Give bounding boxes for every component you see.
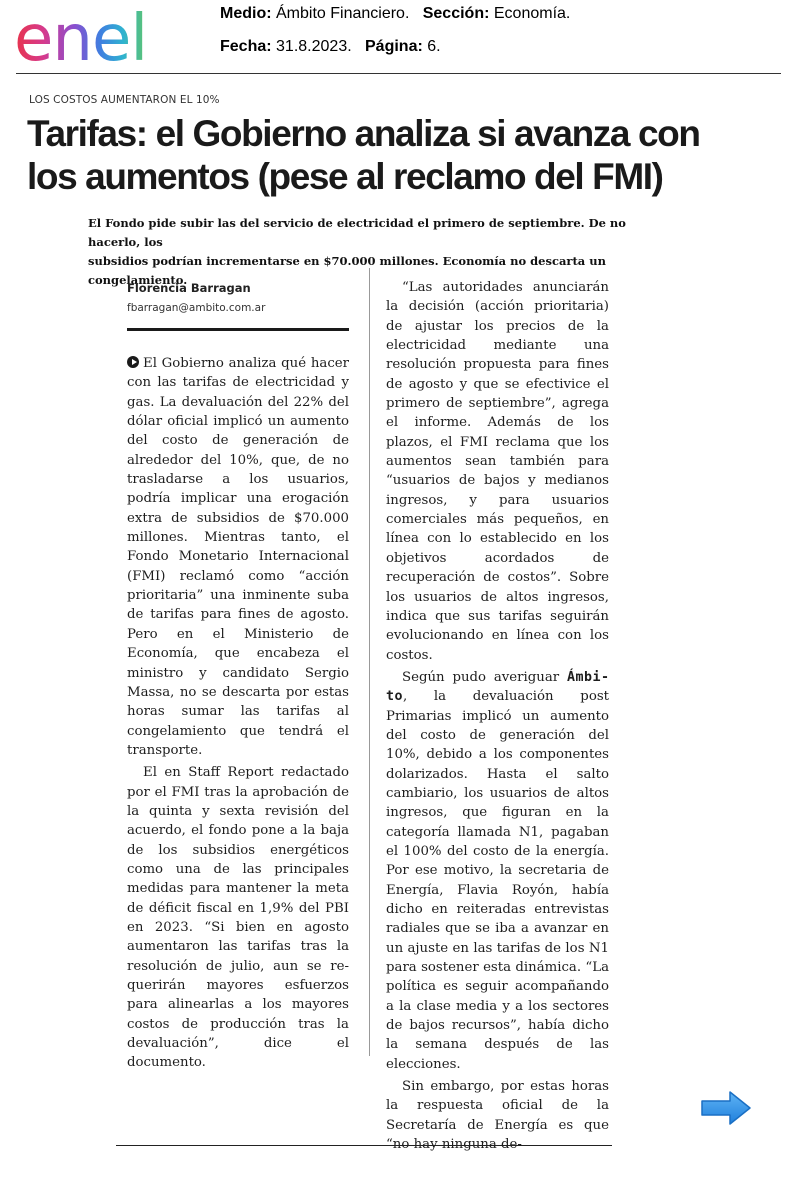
article-title-line-2: los aumentos (pese al reclamo del FMI): [27, 156, 663, 197]
pagina-label: Página:: [365, 38, 423, 55]
meta-medio-seccion: [220, 5, 570, 23]
seccion-label: Sección:: [422, 5, 490, 22]
header-divider: [16, 73, 781, 74]
article-column-2: [386, 278, 609, 1154]
article-kicker: LOS COSTOS AUMENTARON EL 10%: [29, 94, 220, 106]
paragraph-text: , la devaluación post Primarias implicó un aumento del costo de generación del 10%, debido a los componentes dolarizados. Hasta el salto cambiario, los usuarios de altos ingresos, que figuran en la categoría llamada N1, pagaban el 100% del costo de la energía. Por ese motivo, la secretaria de Energía, Flavia Royón, había dicho en reiteradas entrevistas radiales que se iba a avanzar en un ajuste en las tarifas de los N1 para sostener esta dinámica. “La política es seguir acompañando a la clase media y a los sectores de bajos recursos”, había dicho la semana después de las elecciones.: [386, 689, 609, 1072]
enel-logo: [14, 6, 182, 68]
paragraph: [386, 668, 609, 1074]
author-name: Florencia Barragan: [127, 281, 251, 295]
byline-divider: [127, 328, 349, 331]
ambito-brand: Ámbito: [386, 669, 609, 705]
medio-label: Medio:: [220, 5, 272, 22]
paragraph: [127, 354, 349, 760]
author-email[interactable]: fbarragan@ambito.com.ar: [127, 302, 266, 314]
play-bullet-icon: [127, 356, 139, 368]
paragraph: “Las autoridades anunciarán la decisión (acción prioritaria) de ajustar los precios de la electricidad mediante una resolución propuesta para fines de agosto y que se efectivice el primero de septiembre”, agrega el informe. Además de los plazos, el FMI reclama que los aumentos sean también para “usuarios de bajos y medianos ingresos, y para usuarios comerciales más pequeños, en línea con lo establecido en los objetivos acordados de recuperación de costos”. Sobre los usuarios de altos ingresos, indica que sus tarifas seguirán evolucionando en línea con los costos.: [386, 280, 609, 663]
pagina-value: 6.: [427, 38, 441, 55]
article-title: [27, 112, 767, 198]
seccion-value: Economía.: [493, 5, 571, 22]
svg-text:enel: enel: [14, 6, 148, 68]
arrow-right-icon[interactable]: [700, 1090, 752, 1126]
fecha-label: Fecha:: [220, 38, 272, 55]
paragraph-text: Según pudo averiguar: [402, 669, 567, 685]
medio-value: Ámbito Financiero.: [276, 5, 410, 22]
paragraph: Sin embargo, por estas horas la respuesta oficial de la Secretaría de Energía es que “no hay ninguna de-: [386, 1079, 609, 1153]
fecha-value: 31.8.2023.: [276, 38, 352, 55]
article-subtitle-line-2: subsidios podrían incrementarse en $70.000 millones. Economía no descarta un congelamiento.: [88, 254, 606, 287]
article-subtitle-line-1: El Fondo pide subir las del servicio de electricidad el primero de septiembre. De no hacerlo, los: [88, 216, 626, 249]
paragraph: El en Staff Report redactado por el FMI tras la aprobación de la quinta y sexta revisión del acuerdo, el fondo pone a la baja de los subsidios energéticos como una de las principales medidas para mantener la meta de déficit fiscal en 1,9% del PBI en 2023. “Si bien en agosto aumentaron las tarifas tras la resolución de julio, aun se requerirán mayores esfuerzos para alinearlas a los mayores costos de producción tras la devaluación”, dice el documento.: [127, 765, 349, 1071]
footer-divider: [116, 1145, 612, 1146]
column-divider: [369, 268, 370, 1056]
article-column-1: [127, 354, 349, 1073]
meta-fecha-pagina: [220, 38, 441, 56]
paragraph-text: El Gobierno analiza qué hacer con las tarifas de electricidad y gas. La devaluación del 22% del dólar oficial implicó un aumento del costo de generación de alrededor del 10%, que, de no trasladarse a los usuarios, podría implicar una erogación extra de subsidios de $70.000 millones. Mientras tanto, el Fondo Monetario Internacional (FMI) reclamó como “acción prioritaria” una inminente suba de tarifas para fines de agosto. Pero en el Ministerio de Economía, que encabeza el ministro y candidato Sergio Massa, no se descarta por estas horas sumar las tarifas al congelamiento que tendrá el transporte.: [127, 356, 349, 758]
article-title-line-1: Tarifas: el Gobierno analiza si avanza con: [27, 113, 700, 154]
